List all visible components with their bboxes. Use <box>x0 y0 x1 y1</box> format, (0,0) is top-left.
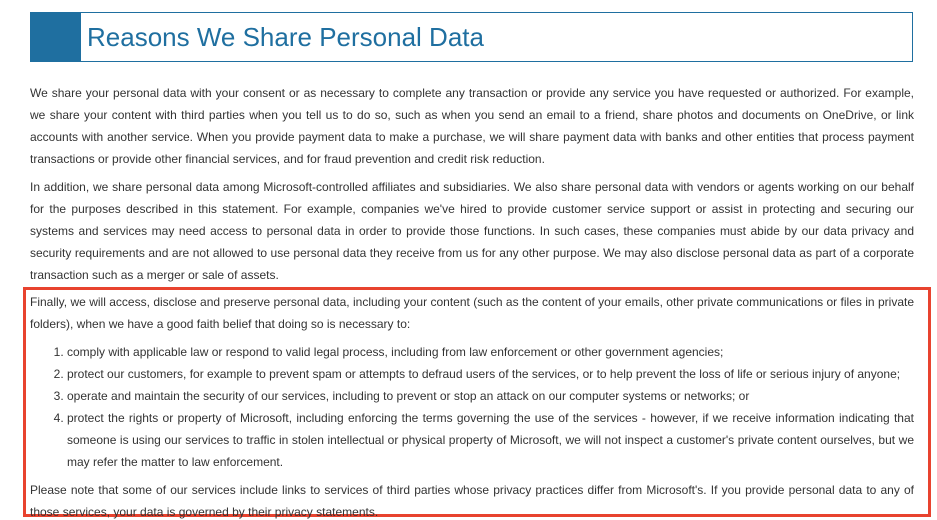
paragraph-third-parties: Please note that some of our services include links to services of third parties whose privacy practices differ from Microsoft's. If you provide personal data to any of those services, your data is governed by their privacy statements. <box>30 483 914 519</box>
highlighted-content <box>30 291 914 520</box>
header-accent-bar <box>31 13 81 61</box>
paragraph-consent: We share your personal data with your consent or as necessary to complete any transaction or provide any service you have requested or authorized. For example, we share your content with third parties when you tell us to do so, such as when you send an email to a friend, share photos and documents on OneDrive, or link accounts with another service. When you provide payment data to make a purchase, we will share payment data with banks and other entities that process payment transactions or provide other financial services, and for fraud prevention and credit risk reduction. <box>30 86 914 166</box>
main-content <box>30 82 914 292</box>
paragraph-disclosure-intro: Finally, we will access, disclose and preserve personal data, including your content (such as the content of your emails, other private communications or files in private folders), when we have a good faith belief that doing so is necessary to: <box>30 295 914 331</box>
list-item: 2. protect our customers, for example to prevent spam or attempts to defraud users of the services, or to help prevent the loss of life or serious injury of anyone; <box>67 363 914 385</box>
section-header <box>30 12 913 62</box>
page-title: Reasons We Share Personal Data <box>87 22 484 52</box>
list-item: 4. protect the rights or property of Microsoft, including enforcing the terms governing the use of the services - however, if we receive information indicating that someone is using our services to traffic in stolen intellectual or physical property of Microsoft, we will not inspect a customer's private content ourselves, but we may refer the matter to law enforcement. <box>67 407 914 473</box>
disclosure-list <box>30 341 914 473</box>
list-item: 1. comply with applicable law or respond to valid legal process, including from law enforcement or other government agencies; <box>67 341 914 363</box>
list-item: 3. operate and maintain the security of our services, including to prevent or stop an attack on our computer systems or networks; or <box>67 385 914 407</box>
paragraph-affiliates: In addition, we share personal data among Microsoft-controlled affiliates and subsidiaries. We also share personal data with vendors or agents working on our behalf for the purposes described in this statement. For example, companies we've hired to provide customer service support or assist in protecting and securing our systems and services may need access to personal data in order to provide those functions. In such cases, these companies must abide by our data privacy and security requirements and are not allowed to use personal data they receive from us for any other purpose. We may also disclose personal data as part of a corporate transaction such as a merger or sale of assets. <box>30 180 914 282</box>
